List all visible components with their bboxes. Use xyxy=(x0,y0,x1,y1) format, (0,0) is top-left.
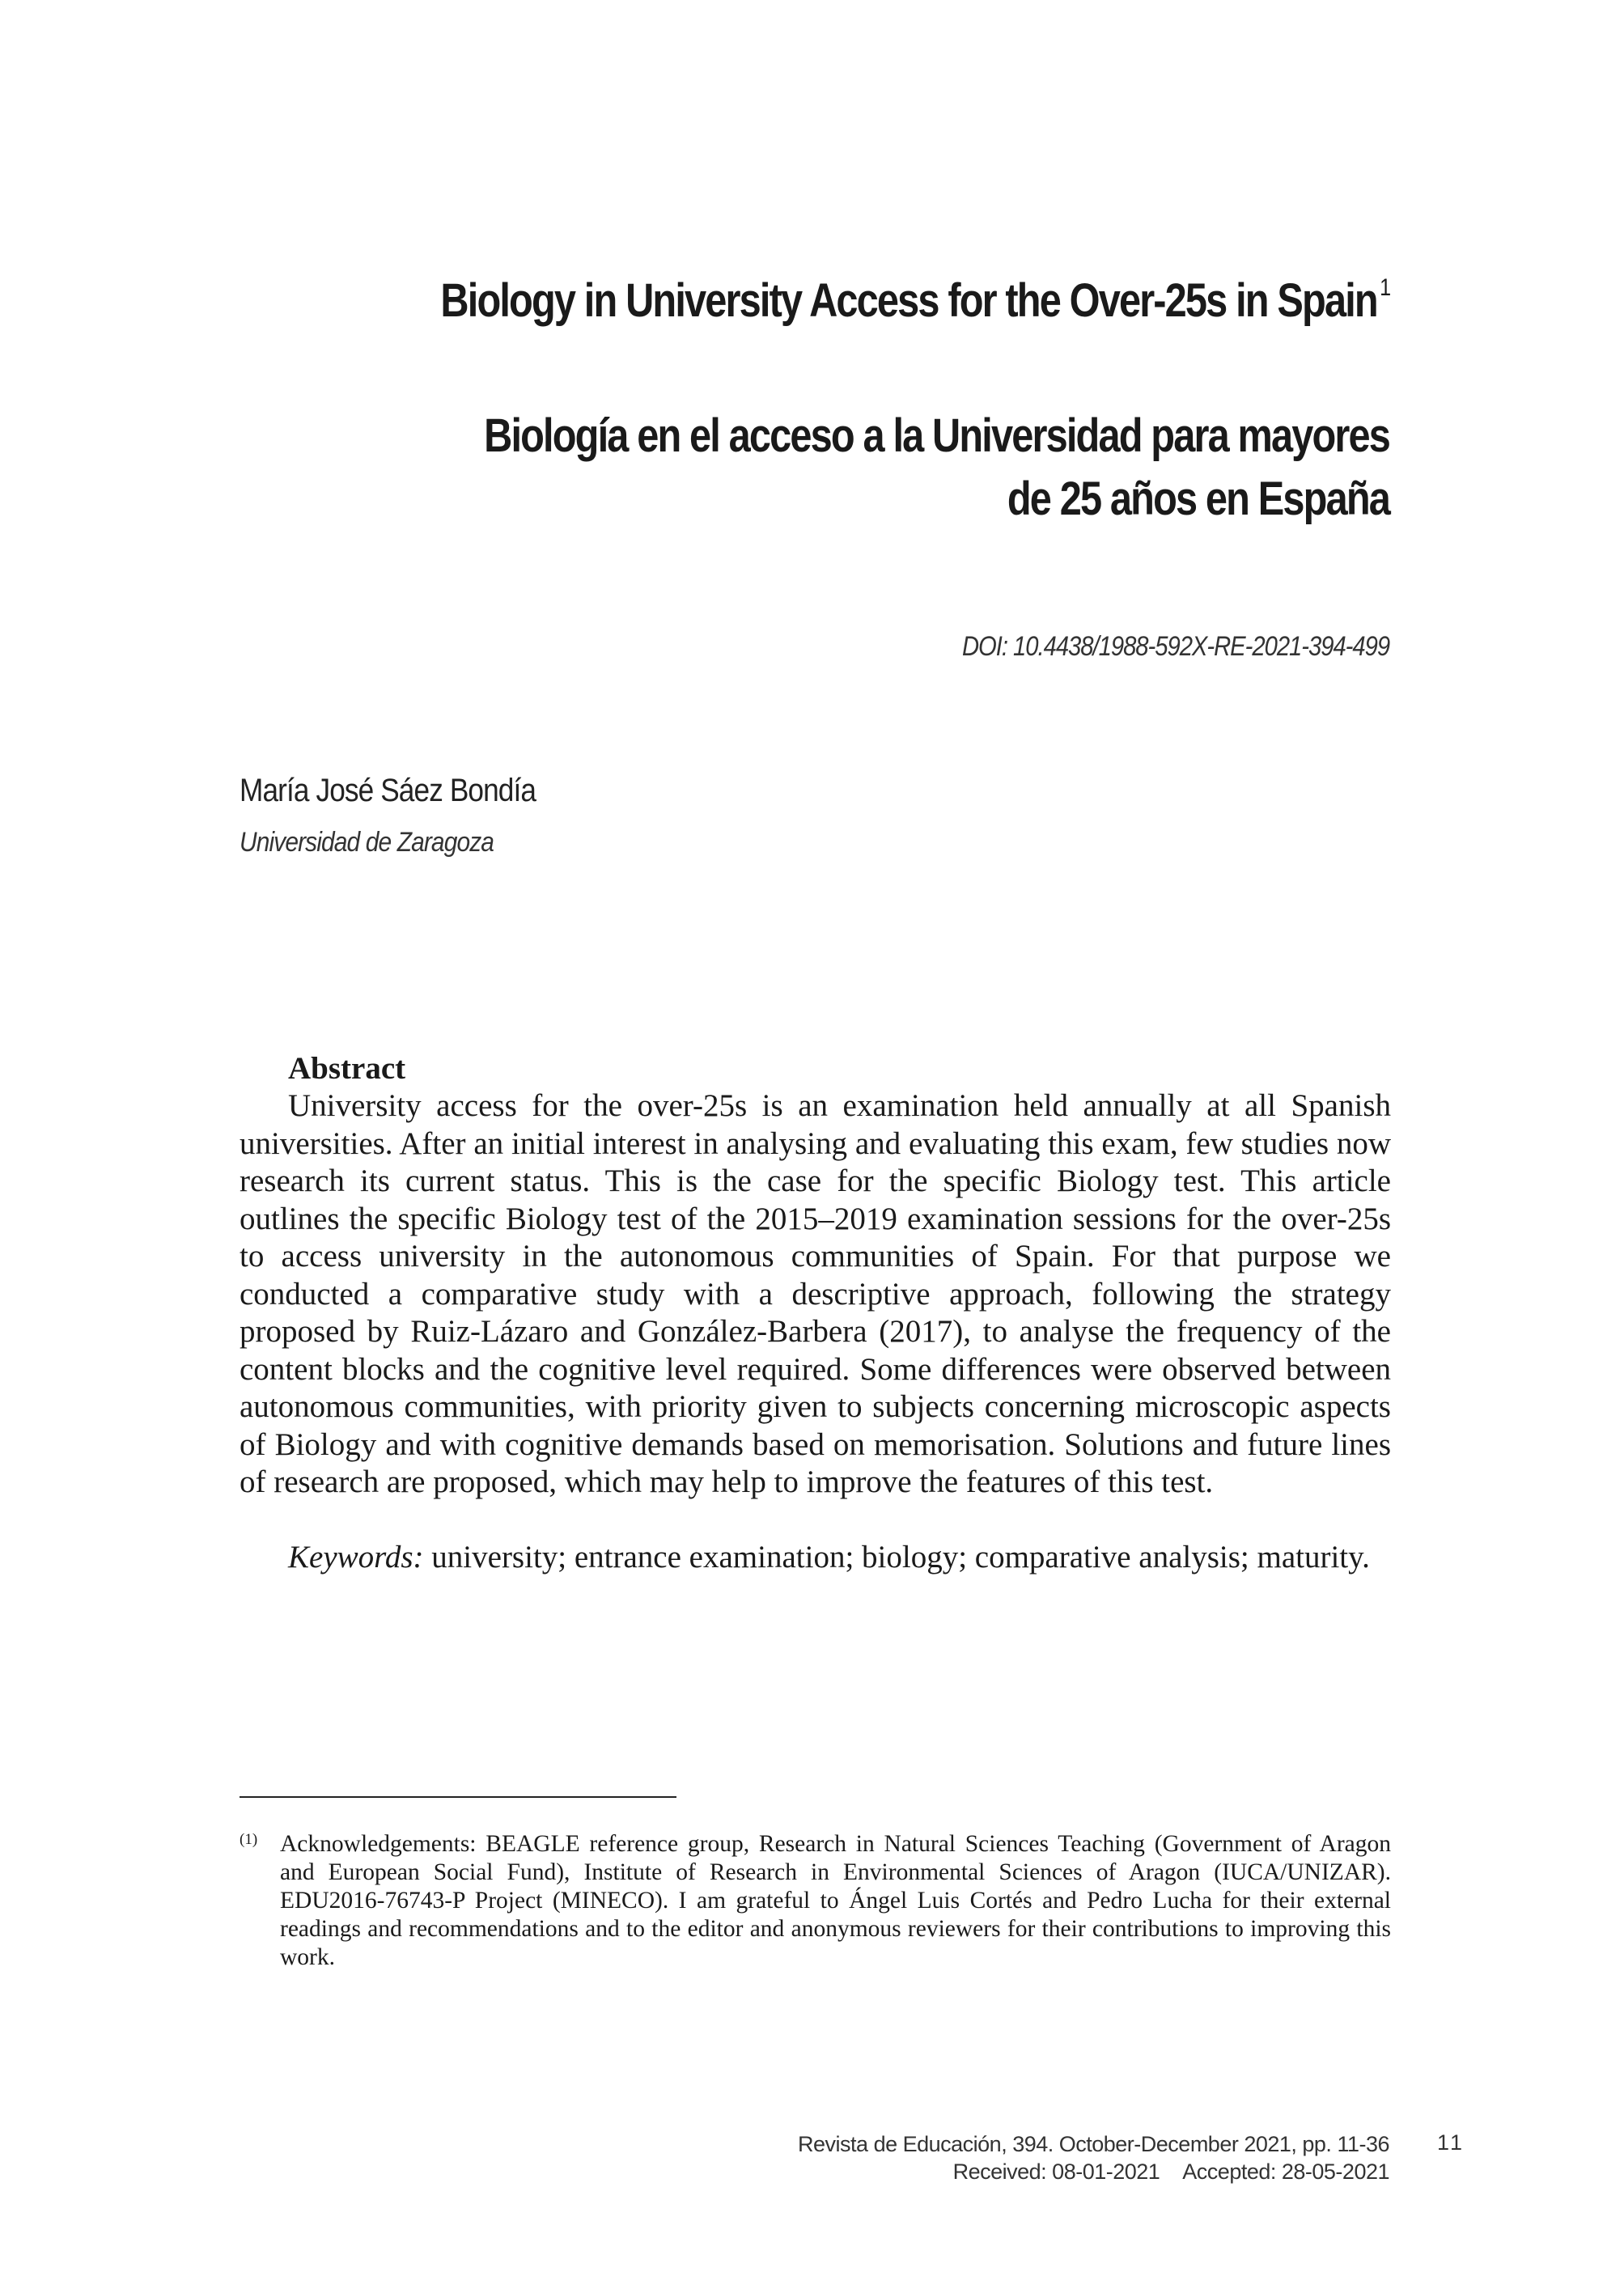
article-title-english xyxy=(440,273,1389,328)
keywords-paragraph xyxy=(240,1539,1391,1577)
footnote xyxy=(240,1830,1391,1972)
title-footnote-marker[interactable]: 1 xyxy=(1379,274,1389,301)
accepted-date: Accepted: 28-05-2021 xyxy=(1182,2159,1389,2184)
abstract-section xyxy=(240,1050,1391,1576)
spanish-title-line-1: Biología en el acceso a la Universidad para mayores xyxy=(484,409,1389,462)
submission-dates xyxy=(798,2158,1389,2185)
footnote-divider xyxy=(240,1796,676,1798)
abstract-body: University access for the over-25s is an examination held annually at all Spanish universities. After an initial interest in analysing and evaluating this exam, few studies now research its current status. This is the case for the specific Biology test. This article outlines the specific Biology test of the 2015–2019 examination sessions for the over-25s to access university in the autonomous communities of Spain. For that purpose we conducted a comparative study with a descriptive approach, following the strategy proposed by Ruiz-Lázaro and González-Barbera (2017), to analyse the frequency of the content blocks and the cognitive level required. Some differences were observed between autonomous communities, with priority given to subjects concerning microscopic aspects of Biology and with cognitive demands based on memorisation. Solutions and future lines of research are proposed, which may help to improve the features of this test. xyxy=(240,1088,1391,1499)
author-name: María José Sáez Bondía xyxy=(240,773,536,808)
author-affiliation: Universidad de Zaragoza xyxy=(240,827,494,858)
keywords-label: Keywords: xyxy=(288,1539,424,1575)
journal-citation: Revista de Educación, 394. October-December 2021, pp. 11-36 xyxy=(798,2132,1389,2156)
doi-identifier[interactable]: DOI: 10.4438/1988-592X-RE-2021-394-499 xyxy=(961,631,1389,662)
article-title-spanish xyxy=(484,405,1389,531)
received-date: Received: 08-01-2021 xyxy=(952,2159,1160,2184)
title-text: Biology in University Access for the Over-25s in Spain xyxy=(440,274,1377,327)
spanish-title-line-2: de 25 años en España xyxy=(1007,473,1389,525)
footnote-marker: (1) xyxy=(240,1831,258,1848)
keywords-list: university; entrance examination; biology; comparative analysis; maturity. xyxy=(431,1539,1370,1575)
footnote-text: Acknowledgements: BEAGLE reference group, Research in Natural Sciences Teaching (Government of Aragon and European Social Fund), Institute of Research in Environmental Sciences of Aragon (IUCA/UNIZAR). EDU2016-76743-P Project (MINECO). I am grateful to Ángel Luis Cortés and Pedro Lucha for their external readings and recommendations and to the editor and anonymous reviewers for their contributions to improving this work. xyxy=(280,1831,1391,1970)
page-footer xyxy=(798,2130,1389,2185)
page-number: 11 xyxy=(1437,2130,1465,2155)
abstract-heading: Abstract xyxy=(288,1051,406,1086)
